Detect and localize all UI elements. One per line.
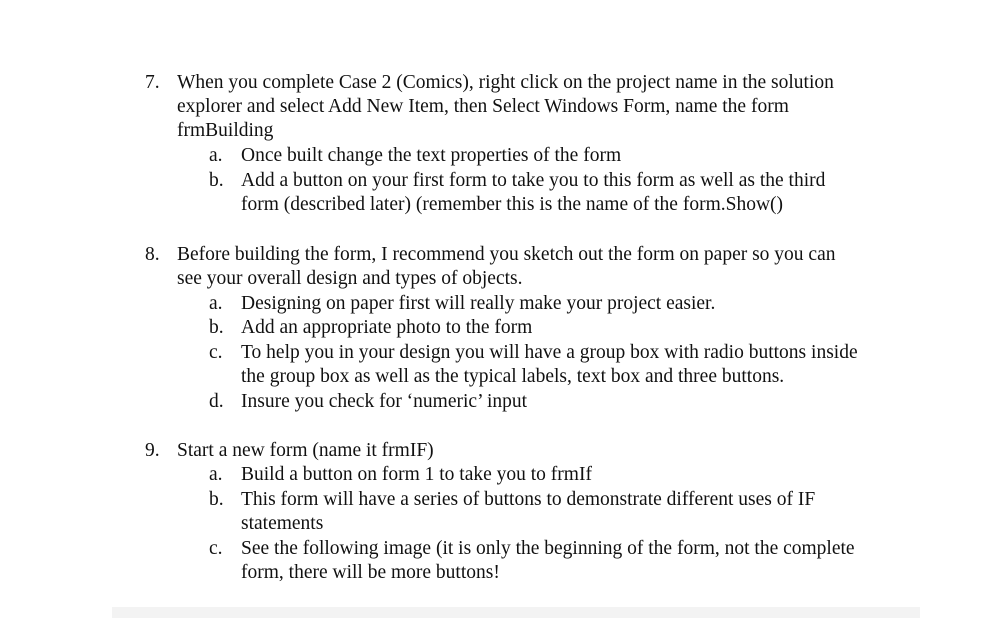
subitem-letter: a. — [209, 293, 223, 314]
subitem-text-line: Add a button on your first form to take you to this form as well as the third — [241, 170, 826, 191]
subitem-text-line: Build a button on form 1 to take you to frmIf — [241, 464, 592, 485]
page-bottom-divider — [112, 607, 920, 618]
item-text-line: Start a new form (name it frmIF) — [177, 440, 434, 461]
subitem-text-line: form, there will be more buttons! — [241, 562, 500, 583]
item-text-line: When you complete Case 2 (Comics), right click on the project name in the solution — [177, 72, 834, 93]
subitem-text-line: form (described later) (remember this is the name of the form.Show() — [241, 194, 784, 215]
subitem-letter: b. — [209, 317, 224, 338]
subitem-text-line: To help you in your design you will have a group box with radio buttons inside — [241, 342, 858, 363]
item-text-line: explorer and select Add New Item, then Select Windows Form, name the form — [177, 96, 789, 117]
subitem-letter: b. — [209, 170, 224, 191]
subitem-text-line: Designing on paper first will really make your project easier. — [241, 293, 716, 314]
subitem-text-line: See the following image (it is only the beginning of the form, not the complete — [241, 538, 855, 559]
subitem-text-line: the group box as well as the typical labels, text box and three buttons. — [241, 366, 785, 387]
subitem-letter: d. — [209, 391, 224, 412]
item-number: 8. — [145, 244, 160, 265]
subitem-letter: c. — [209, 538, 223, 559]
subitem-text-line: Once built change the text properties of the form — [241, 145, 622, 166]
item-text-line: Before building the form, I recommend you sketch out the form on paper so you can — [177, 244, 836, 265]
subitem-text-line: Add an appropriate photo to the form — [241, 317, 533, 338]
subitem-text-line: statements — [241, 513, 324, 534]
item-number: 9. — [145, 440, 160, 461]
item-text-line: frmBuilding — [177, 120, 274, 141]
item-number: 7. — [145, 72, 160, 93]
subitem-letter: c. — [209, 342, 223, 363]
subitem-letter: b. — [209, 489, 224, 510]
item-text-line: see your overall design and types of objects. — [177, 268, 523, 289]
subitem-text-line: This form will have a series of buttons to demonstrate different uses of IF — [241, 489, 816, 510]
subitem-letter: a. — [209, 145, 223, 166]
subitem-text-line: Insure you check for ‘numeric’ input — [241, 391, 528, 412]
subitem-letter: a. — [209, 464, 223, 485]
